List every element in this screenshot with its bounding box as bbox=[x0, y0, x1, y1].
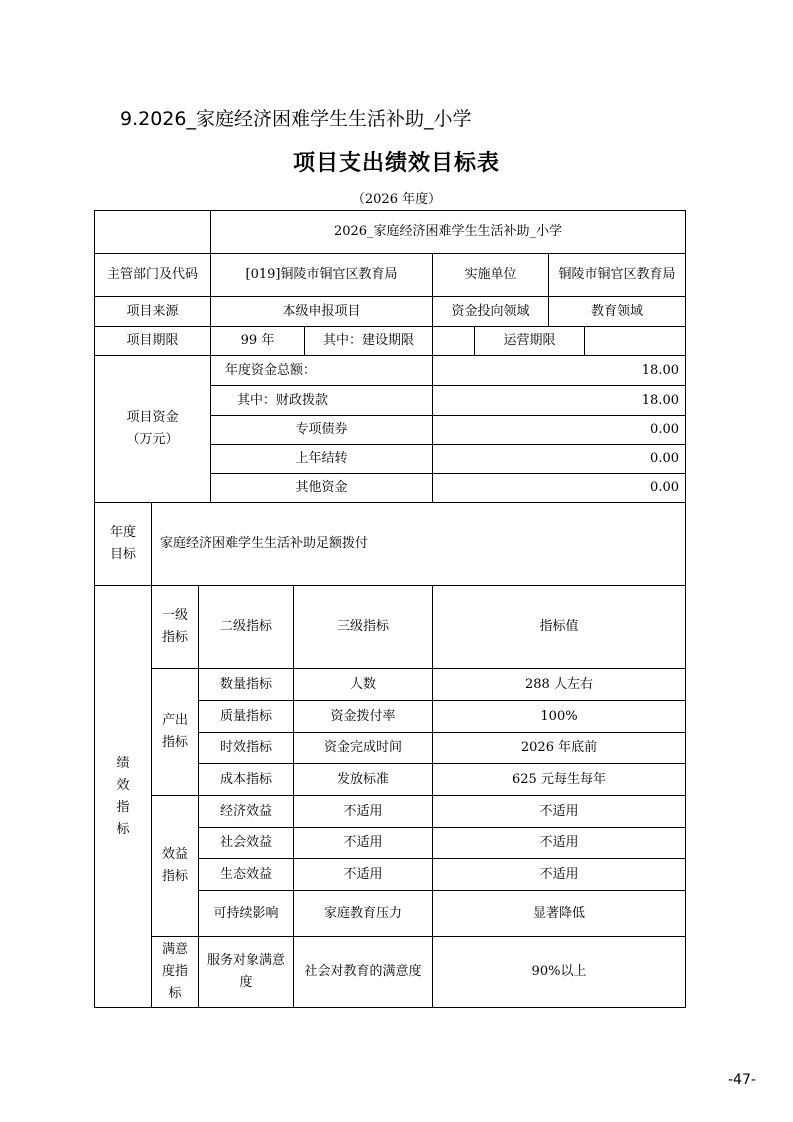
output-l2: 质量指标 bbox=[199, 701, 294, 733]
fund-other-value: 0.00 bbox=[433, 474, 686, 503]
year-label: （2026 年度） bbox=[351, 192, 442, 207]
benefit-l2: 社会效益 bbox=[199, 828, 294, 859]
area-value: 教育领域 bbox=[549, 297, 686, 327]
level2-header: 二级指标 bbox=[199, 586, 294, 669]
fund-other-label: 其他资金 bbox=[211, 474, 433, 503]
output-l3: 资金完成时间 bbox=[294, 733, 433, 764]
perf-char: 指 bbox=[116, 799, 130, 815]
output-l3: 资金拨付率 bbox=[294, 701, 433, 733]
output-group-label bbox=[152, 669, 199, 796]
dept-value: [019]铜陵市铜官区教育局 bbox=[211, 254, 433, 297]
goal-label bbox=[95, 503, 152, 586]
project-name: 2026_家庭经济困难学生生活补助_小学 bbox=[211, 211, 686, 254]
output-group-line1: 产出 bbox=[161, 713, 188, 728]
area-label: 资金投向领域 bbox=[433, 297, 549, 327]
benefit-l3: 不适用 bbox=[294, 859, 433, 891]
page-title: 项目支出绩效目标表 bbox=[292, 151, 500, 176]
perf-label bbox=[95, 586, 152, 1008]
page-number: -47- bbox=[728, 1072, 756, 1088]
section-heading: 9.2026_家庭经济困难学生生活补助_小学 bbox=[120, 108, 472, 130]
ops-label: 运营期限 bbox=[475, 327, 585, 356]
funds-label bbox=[95, 356, 211, 503]
benefit-l3: 不适用 bbox=[294, 828, 433, 859]
build-label: 其中：建设期限 bbox=[305, 327, 433, 356]
benefit-l2: 经济效益 bbox=[199, 796, 294, 828]
benefit-value: 不适用 bbox=[433, 828, 686, 859]
perf-char: 标 bbox=[116, 821, 130, 837]
fund-bond-value: 0.00 bbox=[433, 416, 686, 445]
period-value: 99 年 bbox=[211, 327, 305, 356]
benefit-l3: 不适用 bbox=[294, 796, 433, 828]
period-label: 项目期限 bbox=[95, 327, 211, 356]
level1-header-line2: 指标 bbox=[161, 630, 188, 645]
benefit-l2: 生态效益 bbox=[199, 859, 294, 891]
fund-total-label: 年度资金总额： bbox=[211, 356, 433, 386]
funds-label-line2: （万元） bbox=[126, 432, 179, 447]
performance-table bbox=[94, 210, 686, 1008]
satisfaction-line: 度指 bbox=[161, 964, 188, 979]
benefit-l3: 家庭教育压力 bbox=[294, 891, 433, 937]
fund-total-value: 18.00 bbox=[433, 356, 686, 386]
output-value: 288 人左右 bbox=[433, 669, 686, 701]
goal-label-line1: 年度 bbox=[109, 525, 136, 540]
build-value bbox=[433, 327, 475, 356]
source-value: 本级申报项目 bbox=[211, 297, 433, 327]
fund-bond-label: 专项债券 bbox=[211, 416, 433, 445]
satisfaction-l2 bbox=[199, 937, 294, 1008]
benefit-value: 不适用 bbox=[433, 796, 686, 828]
source-label: 项目来源 bbox=[95, 297, 211, 327]
fund-carry-label: 上年结转 bbox=[211, 445, 433, 474]
goal-text: 家庭经济困难学生生活补助足额拨付 bbox=[152, 503, 686, 586]
dept-label: 主管部门及代码 bbox=[95, 254, 211, 297]
benefit-value: 不适用 bbox=[433, 859, 686, 891]
output-group-line2: 指标 bbox=[161, 735, 188, 750]
blank-cell bbox=[95, 211, 211, 254]
value-header: 指标值 bbox=[433, 586, 686, 669]
funds-label-line1: 项目资金 bbox=[126, 410, 179, 425]
output-value: 2026 年底前 bbox=[433, 733, 686, 764]
benefit-value: 显著降低 bbox=[433, 891, 686, 937]
perf-char: 效 bbox=[116, 777, 130, 793]
output-value: 625 元每生每年 bbox=[433, 764, 686, 796]
satisfaction-group-label bbox=[152, 937, 199, 1008]
level1-header bbox=[152, 586, 199, 669]
fund-carry-value: 0.00 bbox=[433, 445, 686, 474]
ops-value bbox=[585, 327, 686, 356]
satisfaction-line: 满意 bbox=[161, 942, 188, 957]
output-l2: 成本指标 bbox=[199, 764, 294, 796]
benefit-group-label bbox=[152, 796, 199, 937]
impl-value: 铜陵市铜官区教育局 bbox=[549, 254, 686, 297]
output-l2: 时效指标 bbox=[199, 733, 294, 764]
fund-fiscal-value: 18.00 bbox=[433, 386, 686, 416]
impl-label: 实施单位 bbox=[433, 254, 549, 297]
satisfaction-l3: 社会对教育的满意度 bbox=[294, 937, 433, 1008]
benefit-group-line2: 指标 bbox=[161, 869, 188, 884]
satisfaction-l2-line2: 度 bbox=[239, 975, 253, 990]
output-l2: 数量指标 bbox=[199, 669, 294, 701]
output-value: 100% bbox=[433, 701, 686, 733]
benefit-l2: 可持续影响 bbox=[199, 891, 294, 937]
perf-char: 绩 bbox=[116, 755, 130, 771]
output-l3: 人数 bbox=[294, 669, 433, 701]
benefit-group-line1: 效益 bbox=[161, 847, 188, 862]
level1-header-line1: 一级 bbox=[161, 608, 188, 623]
output-l3: 发放标准 bbox=[294, 764, 433, 796]
satisfaction-line: 标 bbox=[168, 986, 182, 1001]
level3-header: 三级指标 bbox=[294, 586, 433, 669]
fund-fiscal-label: 其中：财政拨款 bbox=[211, 386, 433, 416]
satisfaction-l2-line1: 服务对象满意 bbox=[206, 953, 285, 968]
satisfaction-value: 90%以上 bbox=[433, 937, 686, 1008]
goal-label-line2: 目标 bbox=[109, 547, 136, 562]
